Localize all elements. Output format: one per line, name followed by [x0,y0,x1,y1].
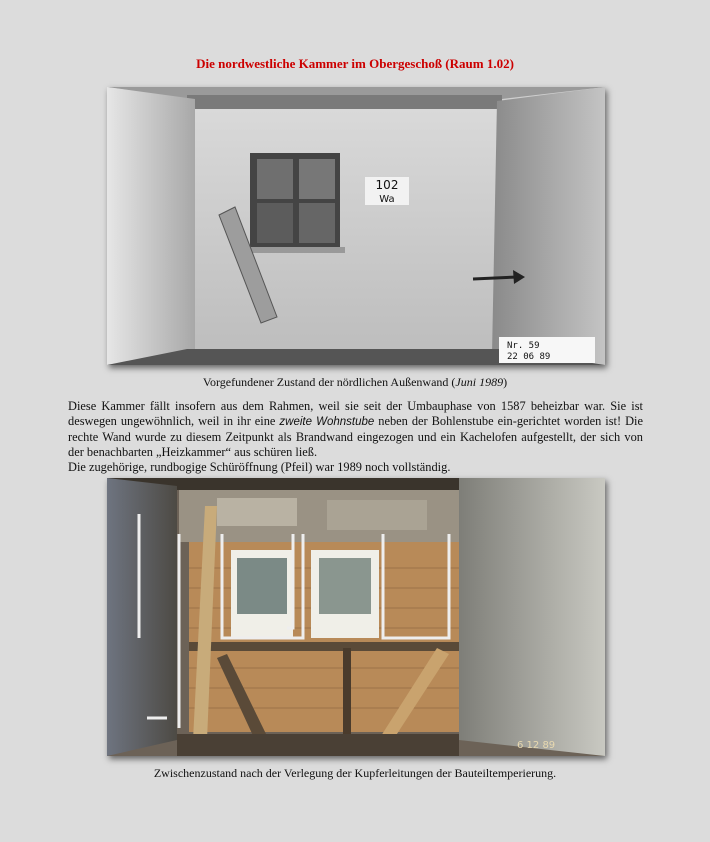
photo-north-wall [107,87,605,365]
room-sign-number: 102 [375,178,399,192]
photo-date-stamp: 6 12 89 [517,740,556,751]
photo-label-number: Nr. 59 [507,341,540,351]
page-title: Die nordwestliche Kammer im Obergeschoß (Raum 1.02) [196,56,514,71]
caption-photo-2: Zwischenzustand nach der Verlegung der Kupferleitungen der Bauteiltemperierung. [153,766,557,780]
room-sign-code: Wa [379,194,395,205]
photo-heating-pipes [107,478,605,756]
caption-photo-1: Vorgefundener Zustand der nördlichen Außenwand (Juni 1989) [202,375,508,389]
photo-label-date: 22 06 89 [507,352,551,362]
body-paragraph: Diese Kammer fällt insofern aus dem Rahmen, weil sie seit der Umbauphase von 1587 beheizbar war. Sie ist deswegen ungewöhnlich, weil in ihr eine zweite Wohnstube neben der Bohlenstube ein-gerichtet worden ist! Die rechte Wand wurde zu diesem Zeitpunkt als Brandwand eingezogen und ein Kachelofen aufgestellt, der sich von der benachbarten „Heizkammer“ aus schüren ließ. Die zugehörige, rundbogige Schüröffnung (Pfeil) war 1989 noch vollständig. [68,399,644,474]
